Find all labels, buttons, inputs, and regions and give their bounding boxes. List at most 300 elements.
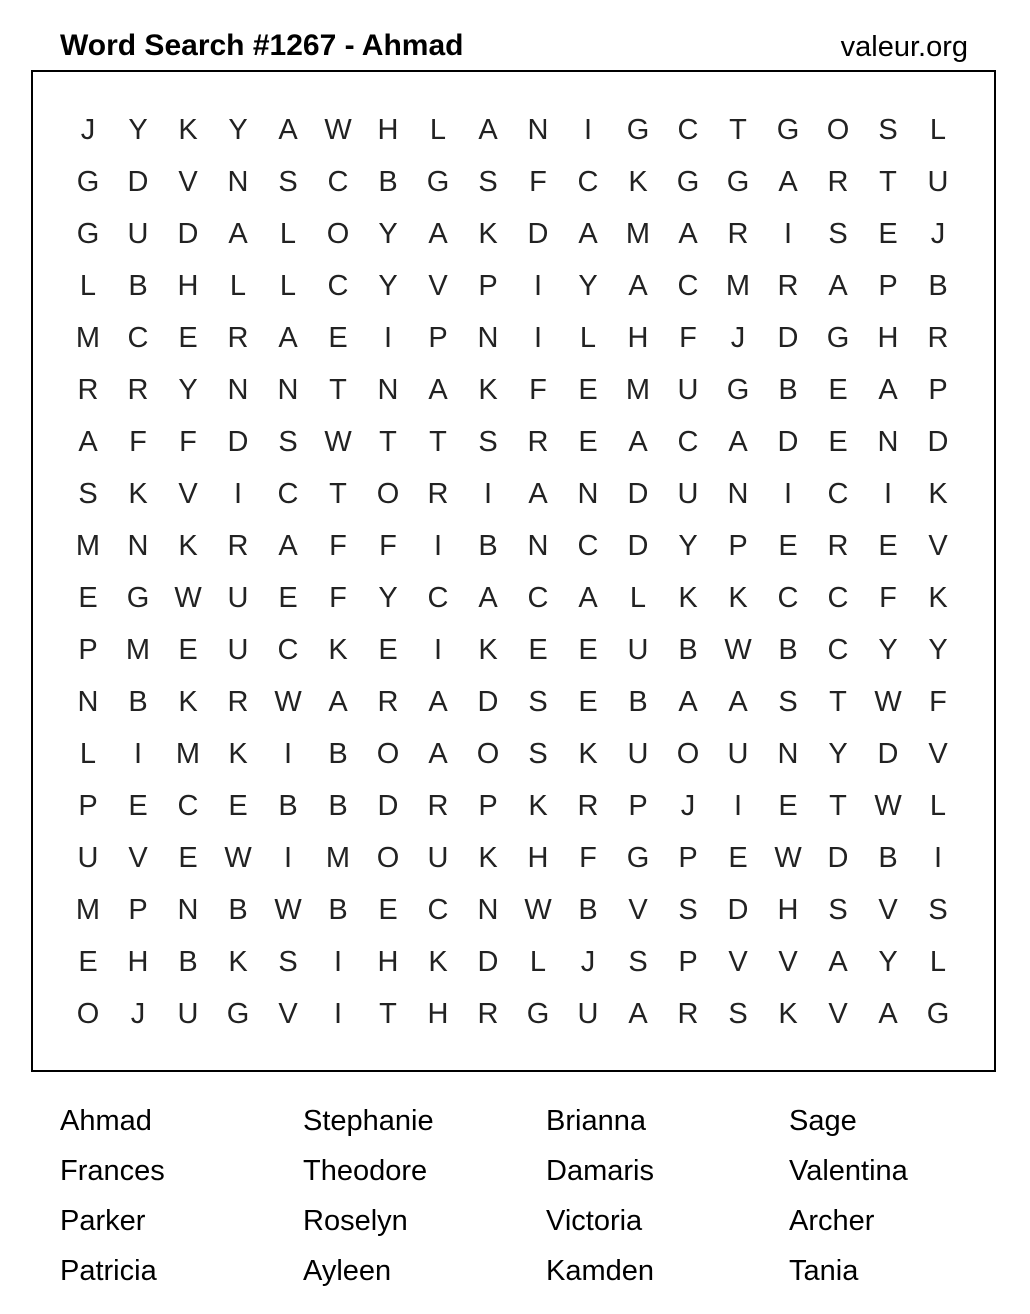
grid-letter: E [828, 374, 848, 406]
grid-letter: H [377, 946, 399, 978]
grid-letter: W [224, 842, 252, 874]
word-list [60, 1098, 1030, 1298]
grid-letter: E [578, 426, 598, 458]
grid-letter: P [678, 842, 698, 874]
grid-letter: K [628, 166, 648, 198]
grid-letter: C [527, 582, 549, 614]
grid-letter: B [328, 790, 348, 822]
grid-letter: N [727, 478, 749, 510]
grid-letter: P [78, 790, 98, 822]
grid-letter: R [827, 166, 849, 198]
grid-letter: I [933, 842, 943, 874]
word-list-item: Archer [789, 1205, 875, 1237]
grid-letter: B [378, 166, 398, 198]
grid-letter: N [77, 686, 99, 718]
grid-letter: R [427, 790, 449, 822]
grid-letter: N [527, 114, 549, 146]
grid-letter: A [828, 270, 848, 302]
grid-letter: F [329, 582, 347, 614]
grid-letter: C [427, 894, 449, 926]
grid-letter: D [127, 166, 149, 198]
grid-letter: S [928, 894, 948, 926]
grid-letter: G [626, 114, 650, 146]
grid-letter: Y [678, 530, 698, 562]
grid-letter: A [728, 686, 748, 718]
grid-letter: U [727, 738, 749, 770]
grid-letter: I [533, 322, 543, 354]
word-list-item: Roselyn [303, 1205, 408, 1237]
grid-letter: C [827, 634, 849, 666]
grid-letter: A [878, 374, 898, 406]
grid-letter: K [478, 634, 498, 666]
grid-letter: L [929, 946, 947, 978]
grid-letter: B [778, 374, 798, 406]
grid-letter: H [877, 322, 899, 354]
grid-letter: U [177, 998, 199, 1030]
grid-letter: T [379, 426, 397, 458]
grid-letter: E [578, 686, 598, 718]
grid-letter: N [177, 894, 199, 926]
grid-letter: O [476, 738, 500, 770]
grid-letter: D [727, 894, 749, 926]
grid-letter: A [678, 218, 698, 250]
grid-letter: K [228, 946, 248, 978]
grid-letter: F [129, 426, 147, 458]
grid-letter: V [878, 894, 898, 926]
grid-letter: G [826, 322, 850, 354]
grid-letter: I [883, 478, 893, 510]
grid-letter: G [726, 374, 750, 406]
grid-letter: D [377, 790, 399, 822]
grid-letter: B [678, 634, 698, 666]
grid-letter: N [227, 166, 249, 198]
grid-letter: A [428, 686, 448, 718]
grid-letter: K [478, 218, 498, 250]
grid-letter: V [178, 478, 198, 510]
grid-letter: L [79, 738, 97, 770]
grid-letter: J [680, 790, 696, 822]
grid-letter: C [777, 582, 799, 614]
grid-letter: Y [928, 634, 948, 666]
grid-letter: A [628, 998, 648, 1030]
grid-letter: K [128, 478, 148, 510]
grid-letter: D [477, 946, 499, 978]
grid-letter: O [676, 738, 700, 770]
grid-letter: S [778, 686, 798, 718]
grid-letter: O [376, 478, 400, 510]
grid-letter: K [478, 374, 498, 406]
grid-letter: K [528, 790, 548, 822]
grid-letter: P [878, 270, 898, 302]
grid-letter: W [324, 426, 352, 458]
grid-letter: E [378, 634, 398, 666]
grid-letter: R [227, 530, 249, 562]
grid-letter: G [626, 842, 650, 874]
grid-letter: U [127, 218, 149, 250]
grid-letter: I [283, 842, 293, 874]
word-list-item: Tania [789, 1255, 859, 1287]
grid-letter: E [178, 842, 198, 874]
grid-letter: V [828, 998, 848, 1030]
grid-letter: E [228, 790, 248, 822]
grid-letter: B [478, 530, 498, 562]
grid-letter: V [928, 738, 948, 770]
grid-letter: B [578, 894, 598, 926]
word-list-item: Brianna [546, 1105, 646, 1137]
grid-letter: Y [378, 270, 398, 302]
grid-letter: G [726, 166, 750, 198]
grid-letter: P [628, 790, 648, 822]
grid-letter: T [329, 478, 347, 510]
grid-letter: B [878, 842, 898, 874]
grid-letter: R [927, 322, 949, 354]
grid-letter: Y [228, 114, 248, 146]
grid-letter: J [80, 114, 96, 146]
grid-letter: I [283, 738, 293, 770]
grid-letter: D [477, 686, 499, 718]
grid-letter: S [678, 894, 698, 926]
grid-letter: C [427, 582, 449, 614]
grid-letter: I [333, 946, 343, 978]
grid-letter: G [676, 166, 700, 198]
grid-letter: N [527, 530, 549, 562]
grid-letter: U [577, 998, 599, 1030]
grid-letter: A [628, 270, 648, 302]
grid-letter: G [126, 582, 150, 614]
grid-letter: K [178, 686, 198, 718]
grid-letter: G [926, 998, 950, 1030]
grid-letter: Y [378, 582, 398, 614]
grid-letter: T [379, 998, 397, 1030]
grid-letter: C [327, 166, 349, 198]
grid-letter: W [274, 894, 302, 926]
grid-letter: N [377, 374, 399, 406]
grid-letter: E [728, 842, 748, 874]
grid-letter: K [228, 738, 248, 770]
grid-letter: M [175, 738, 201, 770]
grid-letter: T [329, 374, 347, 406]
grid-letter: S [728, 998, 748, 1030]
grid-letter: A [578, 218, 598, 250]
grid-letter: A [628, 426, 648, 458]
grid-letter: L [929, 790, 947, 822]
grid-letter: R [227, 686, 249, 718]
word-list-item: Victoria [546, 1205, 643, 1237]
grid-letter: B [928, 270, 948, 302]
grid-letter: M [325, 842, 351, 874]
grid-letter: I [783, 218, 793, 250]
grid-letter: E [78, 582, 98, 614]
grid-letter: I [383, 322, 393, 354]
grid-letter: Y [178, 374, 198, 406]
word-list-item: Ahmad [60, 1105, 152, 1137]
grid-letter: S [278, 946, 298, 978]
grid-letter: A [278, 530, 298, 562]
grid-letter: S [628, 946, 648, 978]
grid-letter: Y [828, 738, 848, 770]
grid-letter: P [478, 790, 498, 822]
grid-letter: G [776, 114, 800, 146]
grid-letter: A [478, 582, 498, 614]
word-list-item: Ayleen [303, 1255, 392, 1287]
grid-letter: B [228, 894, 248, 926]
grid-letter: D [827, 842, 849, 874]
grid-letter: K [578, 738, 598, 770]
word-list-item: Kamden [546, 1255, 655, 1287]
grid-letter: A [328, 686, 348, 718]
grid-letter: A [728, 426, 748, 458]
grid-letter: Y [128, 114, 148, 146]
grid-letter: Y [578, 270, 598, 302]
grid-letter: C [677, 114, 699, 146]
grid-letter: P [78, 634, 98, 666]
grid-letter: Y [878, 634, 898, 666]
grid-letter: H [177, 270, 199, 302]
grid-letter: I [333, 998, 343, 1030]
grid-letter: H [377, 114, 399, 146]
grid-letter: D [777, 426, 799, 458]
grid-letter: D [627, 478, 649, 510]
grid-letter: A [278, 322, 298, 354]
grid-letter: E [778, 790, 798, 822]
grid-letter: L [929, 114, 947, 146]
grid-letter: V [928, 530, 948, 562]
grid-letter: A [878, 998, 898, 1030]
grid-letter: W [774, 842, 802, 874]
grid-letter: F [679, 322, 697, 354]
grid-letter: F [529, 166, 547, 198]
grid-letter: B [278, 790, 298, 822]
word-list-item: Frances [60, 1155, 165, 1187]
grid-letter: H [777, 894, 799, 926]
grid-letter: R [827, 530, 849, 562]
grid-letter: Y [378, 218, 398, 250]
grid-letter: I [433, 634, 443, 666]
grid-letter: D [627, 530, 649, 562]
grid-letter: L [529, 946, 547, 978]
grid-letter: E [278, 582, 298, 614]
grid-letter: A [428, 218, 448, 250]
grid-letter: F [579, 842, 597, 874]
grid-letter: W [274, 686, 302, 718]
grid-letter: L [79, 270, 97, 302]
grid-letter: C [177, 790, 199, 822]
grid-letter: G [526, 998, 550, 1030]
grid-letter: B [778, 634, 798, 666]
grid-letter: U [927, 166, 949, 198]
grid-letter: H [427, 998, 449, 1030]
grid-letter: V [428, 270, 448, 302]
grid-letter: I [133, 738, 143, 770]
grid-letter: V [728, 946, 748, 978]
grid-letter: A [228, 218, 248, 250]
grid-letter: N [777, 738, 799, 770]
grid-letter: R [77, 374, 99, 406]
grid-letter: T [829, 790, 847, 822]
grid-letter: T [429, 426, 447, 458]
grid-letter: U [227, 634, 249, 666]
grid-letter: U [627, 738, 649, 770]
grid-letter: S [78, 478, 98, 510]
grid-letter: W [524, 894, 552, 926]
grid-letter: L [429, 114, 447, 146]
grid-letter: C [827, 582, 849, 614]
grid-letter: H [127, 946, 149, 978]
grid-letter: B [128, 686, 148, 718]
grid-letter: F [329, 530, 347, 562]
grid-letter: N [577, 478, 599, 510]
grid-letter: V [278, 998, 298, 1030]
grid-letter: F [179, 426, 197, 458]
grid-letter: G [76, 166, 100, 198]
grid-letter: E [128, 790, 148, 822]
grid-letter: I [533, 270, 543, 302]
grid-letter: N [877, 426, 899, 458]
grid-letter: R [477, 998, 499, 1030]
grid-letter: U [627, 634, 649, 666]
grid-letter: B [128, 270, 148, 302]
grid-letter: C [277, 634, 299, 666]
grid-letter: P [678, 946, 698, 978]
grid-letter: S [478, 426, 498, 458]
grid-letter: E [328, 322, 348, 354]
grid-letter: E [528, 634, 548, 666]
grid-letter: N [127, 530, 149, 562]
grid-letter: V [778, 946, 798, 978]
grid-letter: C [577, 166, 599, 198]
grid-letter: I [433, 530, 443, 562]
grid-letter: E [178, 634, 198, 666]
grid-letter: C [677, 270, 699, 302]
grid-letter: J [730, 322, 746, 354]
grid-letter: K [928, 582, 948, 614]
grid-letter: E [78, 946, 98, 978]
grid-letter: L [579, 322, 597, 354]
grid-letter: O [76, 998, 100, 1030]
grid-letter: V [178, 166, 198, 198]
grid-letter: P [728, 530, 748, 562]
grid-letter: D [227, 426, 249, 458]
grid-letter: I [483, 478, 493, 510]
letter-grid [63, 104, 963, 1040]
grid-letter: A [78, 426, 98, 458]
grid-letter: E [378, 894, 398, 926]
grid-letter: M [725, 270, 751, 302]
grid-letter: R [427, 478, 449, 510]
grid-letter: E [578, 634, 598, 666]
grid-letter: S [278, 426, 298, 458]
grid-letter: U [77, 842, 99, 874]
grid-letter: A [678, 686, 698, 718]
grid-letter: S [528, 738, 548, 770]
grid-letter: K [478, 842, 498, 874]
grid-letter: M [75, 530, 101, 562]
grid-letter: F [879, 582, 897, 614]
grid-letter: A [528, 478, 548, 510]
grid-letter: T [729, 114, 747, 146]
grid-letter: Y [878, 946, 898, 978]
grid-letter: B [328, 894, 348, 926]
grid-letter: J [580, 946, 596, 978]
grid-letter: S [528, 686, 548, 718]
grid-letter: K [178, 530, 198, 562]
grid-letter: B [328, 738, 348, 770]
grid-letter: J [930, 218, 946, 250]
grid-letter: V [128, 842, 148, 874]
grid-letter: L [279, 270, 297, 302]
grid-letter: A [428, 738, 448, 770]
grid-letter: O [326, 218, 350, 250]
word-list-item: Parker [60, 1205, 146, 1237]
word-list-item: Stephanie [303, 1105, 434, 1137]
grid-letter: P [428, 322, 448, 354]
grid-letter: R [777, 270, 799, 302]
grid-letter: L [629, 582, 647, 614]
grid-letter: K [678, 582, 698, 614]
grid-letter: W [324, 114, 352, 146]
grid-letter: L [229, 270, 247, 302]
grid-letter: T [879, 166, 897, 198]
grid-letter: G [76, 218, 100, 250]
grid-letter: U [227, 582, 249, 614]
grid-letter: U [427, 842, 449, 874]
grid-letter: E [178, 322, 198, 354]
grid-letter: H [527, 842, 549, 874]
grid-letter: A [478, 114, 498, 146]
grid-letter: T [829, 686, 847, 718]
grid-letter: A [828, 946, 848, 978]
grid-letter: A [278, 114, 298, 146]
grid-letter: F [529, 374, 547, 406]
grid-letter: R [527, 426, 549, 458]
grid-letter: N [277, 374, 299, 406]
grid-letter: D [177, 218, 199, 250]
grid-letter: N [477, 894, 499, 926]
grid-letter: M [75, 894, 101, 926]
grid-letter: M [625, 374, 651, 406]
grid-letter: O [376, 842, 400, 874]
grid-letter: A [778, 166, 798, 198]
grid-letter: K [328, 634, 348, 666]
grid-letter: S [478, 166, 498, 198]
grid-letter: U [677, 374, 699, 406]
grid-letter: E [878, 218, 898, 250]
grid-letter: F [929, 686, 947, 718]
grid-letter: I [783, 478, 793, 510]
grid-letter: E [878, 530, 898, 562]
grid-letter: R [227, 322, 249, 354]
grid-letter: L [279, 218, 297, 250]
grid-letter: I [233, 478, 243, 510]
grid-letter: S [878, 114, 898, 146]
grid-letter: K [428, 946, 448, 978]
grid-letter: U [677, 478, 699, 510]
grid-letter: W [874, 686, 902, 718]
grid-letter: F [379, 530, 397, 562]
grid-letter: I [583, 114, 593, 146]
grid-letter: B [628, 686, 648, 718]
grid-letter: W [174, 582, 202, 614]
grid-letter: V [628, 894, 648, 926]
grid-letter: W [724, 634, 752, 666]
grid-letter: R [577, 790, 599, 822]
word-list-item: Valentina [789, 1155, 908, 1187]
grid-letter: E [778, 530, 798, 562]
word-list-item: Patricia [60, 1255, 157, 1287]
grid-letter: A [578, 582, 598, 614]
grid-letter: J [130, 998, 146, 1030]
grid-letter: G [226, 998, 250, 1030]
